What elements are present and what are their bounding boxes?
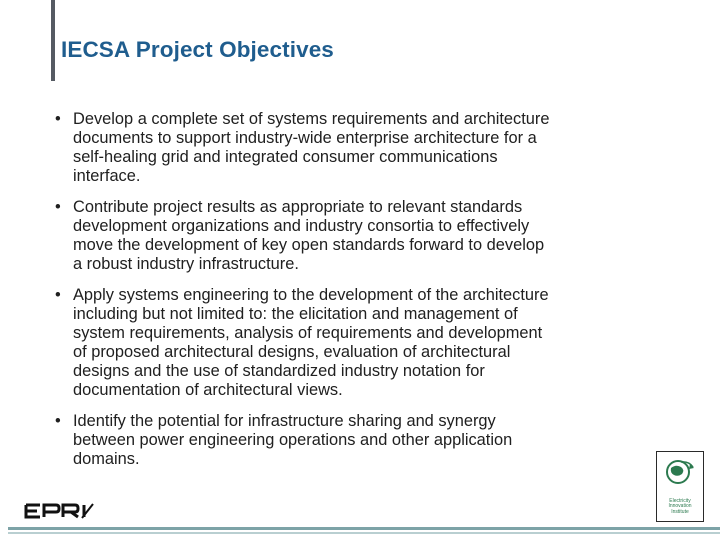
bullet-line: Apply systems engineering to the development of the architecture	[73, 286, 549, 304]
bullet-line: Contribute project results as appropriate to relevant standards	[73, 198, 523, 216]
bullet-line: self-healing grid and integrated consumer communications	[73, 148, 498, 166]
epri-logo	[24, 502, 96, 525]
bullet-line: documentation of architectural views.	[73, 381, 343, 399]
bullet-marker: •	[55, 110, 61, 128]
bullet-line: domains.	[73, 450, 140, 468]
bullet-line: interface.	[73, 167, 141, 185]
objective-item	[47, 198, 667, 274]
bullet-line: a robust industry infrastructure.	[73, 255, 299, 273]
bullet-marker: •	[55, 412, 61, 430]
footer-rule-thin	[8, 532, 720, 534]
bullet-line: Develop a complete set of systems requirements and architecture	[73, 110, 550, 128]
globe-icon	[663, 457, 697, 487]
bullet-line: development organizations and industry consortia to effectively	[73, 217, 530, 235]
bullet-line: move the development of key open standards forward to develop	[73, 236, 545, 254]
bullet-line: designs and the use of standardized industry notation for	[73, 362, 485, 380]
slide-title: IECSA Project Objectives	[61, 37, 334, 62]
bullet-marker: •	[55, 286, 61, 304]
objective-item	[47, 286, 667, 400]
epri-logo-icon	[24, 502, 96, 520]
bullet-line: Identify the potential for infrastructure sharing and synergy	[73, 412, 496, 430]
bullet-line: documents to support industry-wide enterprise architecture for a	[73, 129, 537, 147]
objectives-list	[47, 110, 667, 481]
bullet-line: of proposed architectural designs, evaluation of architectural	[73, 343, 511, 361]
bullet-line: including but not limited to: the elicitation and management of	[73, 305, 518, 323]
bullet-line: between power engineering operations and other application	[73, 431, 513, 449]
institute-logo	[656, 451, 704, 522]
bullet-line: system requirements, analysis of requirements and development	[73, 324, 543, 342]
title-accent-bar	[51, 0, 55, 81]
footer-rule	[8, 527, 720, 530]
objective-item	[47, 412, 667, 469]
bullet-marker: •	[55, 198, 61, 216]
institute-logo-text: Electricity Innovation Institute	[668, 497, 692, 515]
objective-item	[47, 110, 667, 186]
